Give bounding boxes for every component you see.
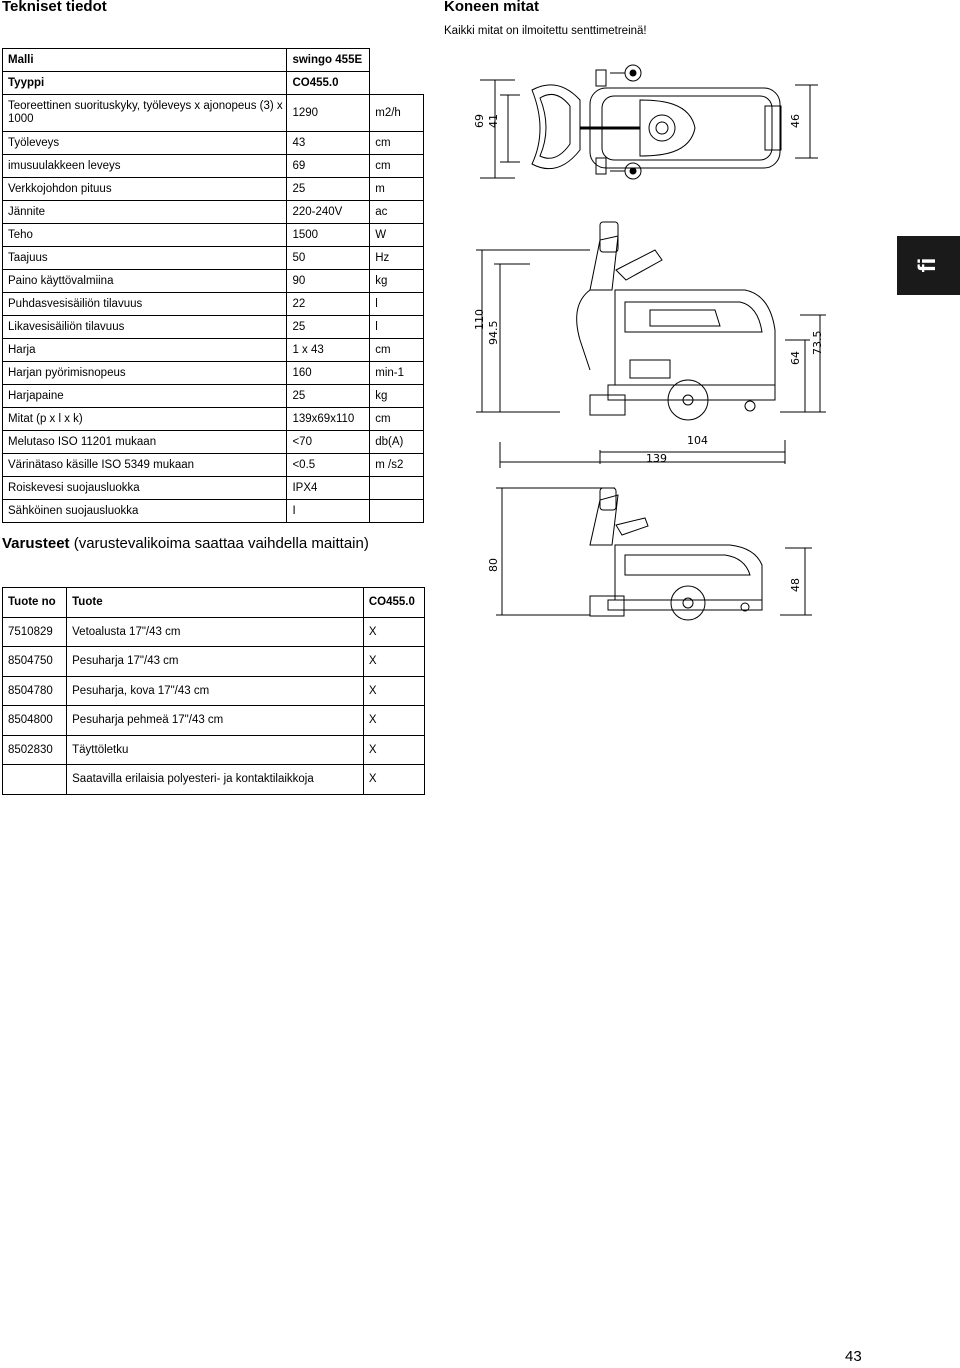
spec-unit — [370, 72, 424, 95]
spec-unit: min-1 — [370, 362, 424, 385]
spec-unit — [370, 500, 424, 523]
accessory-mark: X — [363, 676, 424, 706]
spec-row — [3, 224, 424, 247]
spec-label: Likavesisäiliön tilavuus — [3, 316, 287, 339]
spec-unit: ac — [370, 201, 424, 224]
spec-label: Teho — [3, 224, 287, 247]
spec-label: Malli — [3, 49, 287, 72]
spec-row — [3, 49, 424, 72]
spec-unit: m /s2 — [370, 454, 424, 477]
spec-unit: m — [370, 178, 424, 201]
spec-unit — [370, 477, 424, 500]
spec-unit: W — [370, 224, 424, 247]
spec-value: 25 — [287, 316, 370, 339]
page-number: 43 — [845, 1348, 862, 1365]
accessory-name: Vetoalusta 17"/43 cm — [67, 617, 364, 647]
dim-top-69: 69 — [473, 114, 486, 128]
top-view-drawing — [480, 65, 818, 179]
spec-row — [3, 201, 424, 224]
accessory-mark: X — [363, 617, 424, 647]
spec-unit: l — [370, 316, 424, 339]
spec-label: Harjan pyörimisnopeus — [3, 362, 287, 385]
spec-unit: kg — [370, 385, 424, 408]
spec-row — [3, 155, 424, 178]
spec-label: imusuulakkeen leveys — [3, 155, 287, 178]
spec-unit: db(A) — [370, 431, 424, 454]
spec-label: Roiskevesi suojausluokka — [3, 477, 287, 500]
spec-unit: Hz — [370, 247, 424, 270]
spec-label: Mitat (p x l x k) — [3, 408, 287, 431]
dim-side-94-5: 94.5 — [487, 320, 500, 345]
dim-folded-48: 48 — [789, 578, 802, 592]
accessory-name: Pesuharja, kova 17"/43 cm — [67, 676, 364, 706]
spec-value: 43 — [287, 132, 370, 155]
spec-value: 139x69x110 — [287, 408, 370, 431]
spec-label: Värinätaso käsille ISO 5349 mukaan — [3, 454, 287, 477]
spec-unit: l — [370, 293, 424, 316]
spec-row — [3, 293, 424, 316]
accessory-mark: X — [363, 735, 424, 765]
spec-value: IPX4 — [287, 477, 370, 500]
accessory-mark: X — [363, 647, 424, 677]
spec-label: Teoreettinen suorituskyky, työleveys x ajonopeus (3) x 1000 — [3, 95, 287, 132]
folded-view-drawing — [496, 488, 812, 620]
spec-row — [3, 178, 424, 201]
spec-row — [3, 95, 424, 132]
spec-value: 25 — [287, 178, 370, 201]
accessories-table — [2, 587, 425, 795]
spec-label: Sähköinen suojausluokka — [3, 500, 287, 523]
spec-label: Tyyppi — [3, 72, 287, 95]
accessories-title-bold: Varusteet — [2, 535, 70, 552]
spec-row — [3, 270, 424, 293]
spec-label: Harjapaine — [3, 385, 287, 408]
spec-unit: cm — [370, 339, 424, 362]
dim-side-104: 104 — [687, 434, 708, 447]
dim-top-41: 41 — [487, 114, 500, 128]
spec-label: Harja — [3, 339, 287, 362]
language-tab — [897, 236, 960, 295]
spec-unit: cm — [370, 408, 424, 431]
spec-row — [3, 362, 424, 385]
spec-row — [3, 477, 424, 500]
spec-row — [3, 316, 424, 339]
dim-side-139: 139 — [646, 452, 667, 465]
spec-row — [3, 339, 424, 362]
spec-row — [3, 72, 424, 95]
spec-value: 90 — [287, 270, 370, 293]
accessory-row — [3, 676, 425, 706]
spec-value: <70 — [287, 431, 370, 454]
dim-side-73-5: 73.5 — [811, 330, 824, 355]
accessory-row — [3, 735, 425, 765]
spec-value: I — [287, 500, 370, 523]
accessory-mark: X — [363, 765, 424, 795]
accessory-row — [3, 765, 425, 795]
spec-value: 1290 — [287, 95, 370, 132]
header-product-no: Tuote no — [3, 588, 67, 618]
dim-top-46: 46 — [789, 114, 802, 128]
spec-label: Jännite — [3, 201, 287, 224]
header-model: CO455.0 — [363, 588, 424, 618]
dim-side-64: 64 — [789, 351, 802, 365]
accessory-name: Pesuharja 17"/43 cm — [67, 647, 364, 677]
spec-row — [3, 500, 424, 523]
accessories-title-note: (varustevalikoima saattaa vaihdella maittain) — [69, 535, 369, 552]
spec-value: 1 x 43 — [287, 339, 370, 362]
spec-unit: cm — [370, 155, 424, 178]
spec-row — [3, 431, 424, 454]
technical-data-table — [2, 48, 424, 523]
spec-unit — [370, 49, 424, 72]
accessory-no: 8504800 — [3, 706, 67, 736]
dim-side-110: 110 — [473, 309, 486, 330]
header-product: Tuote — [67, 588, 364, 618]
spec-value: 69 — [287, 155, 370, 178]
accessory-name: Saatavilla erilaisia polyesteri- ja kontaktilaikkoja — [67, 765, 364, 795]
spec-unit: cm — [370, 132, 424, 155]
accessory-no: 8502830 — [3, 735, 67, 765]
spec-value: 220-240V — [287, 201, 370, 224]
spec-label: Paino käyttövalmiina — [3, 270, 287, 293]
spec-row — [3, 132, 424, 155]
spec-value: 25 — [287, 385, 370, 408]
spec-label: Työleveys — [3, 132, 287, 155]
spec-value: 160 — [287, 362, 370, 385]
accessory-row — [3, 617, 425, 647]
accessories-title — [2, 535, 369, 552]
spec-value: 50 — [287, 247, 370, 270]
accessory-mark: X — [363, 706, 424, 736]
dim-folded-80: 80 — [487, 558, 500, 572]
machine-dimension-drawings — [440, 40, 860, 680]
dimensions-note: Kaikki mitat on ilmoitettu senttimetreinä! — [444, 25, 647, 37]
spec-value: 22 — [287, 293, 370, 316]
accessory-no: 8504780 — [3, 676, 67, 706]
accessory-row — [3, 706, 425, 736]
accessory-no: 8504750 — [3, 647, 67, 677]
accessory-name: Täyttöletku — [67, 735, 364, 765]
spec-value: 1500 — [287, 224, 370, 247]
spec-row — [3, 247, 424, 270]
spec-label: Verkkojohdon pituus — [3, 178, 287, 201]
accessory-no: 7510829 — [3, 617, 67, 647]
spec-label: Puhdasvesisäiliön tilavuus — [3, 293, 287, 316]
accessory-no — [3, 765, 67, 795]
section-title-technical-data: Tekniset tiedot — [2, 0, 107, 15]
spec-value: <0.5 — [287, 454, 370, 477]
accessory-row — [3, 647, 425, 677]
spec-unit: m2/h — [370, 95, 424, 132]
language-tab-label: fi — [914, 257, 941, 273]
spec-row — [3, 454, 424, 477]
side-view-drawing — [476, 222, 826, 468]
spec-row — [3, 385, 424, 408]
spec-row — [3, 408, 424, 431]
accessory-name: Pesuharja pehmeä 17"/43 cm — [67, 706, 364, 736]
spec-unit: kg — [370, 270, 424, 293]
spec-label: Melutaso ISO 11201 mukaan — [3, 431, 287, 454]
spec-label: Taajuus — [3, 247, 287, 270]
spec-value: swingo 455E — [287, 49, 370, 72]
section-title-machine-dimensions: Koneen mitat — [444, 0, 540, 15]
accessories-header-row — [3, 588, 425, 618]
spec-value: CO455.0 — [287, 72, 370, 95]
